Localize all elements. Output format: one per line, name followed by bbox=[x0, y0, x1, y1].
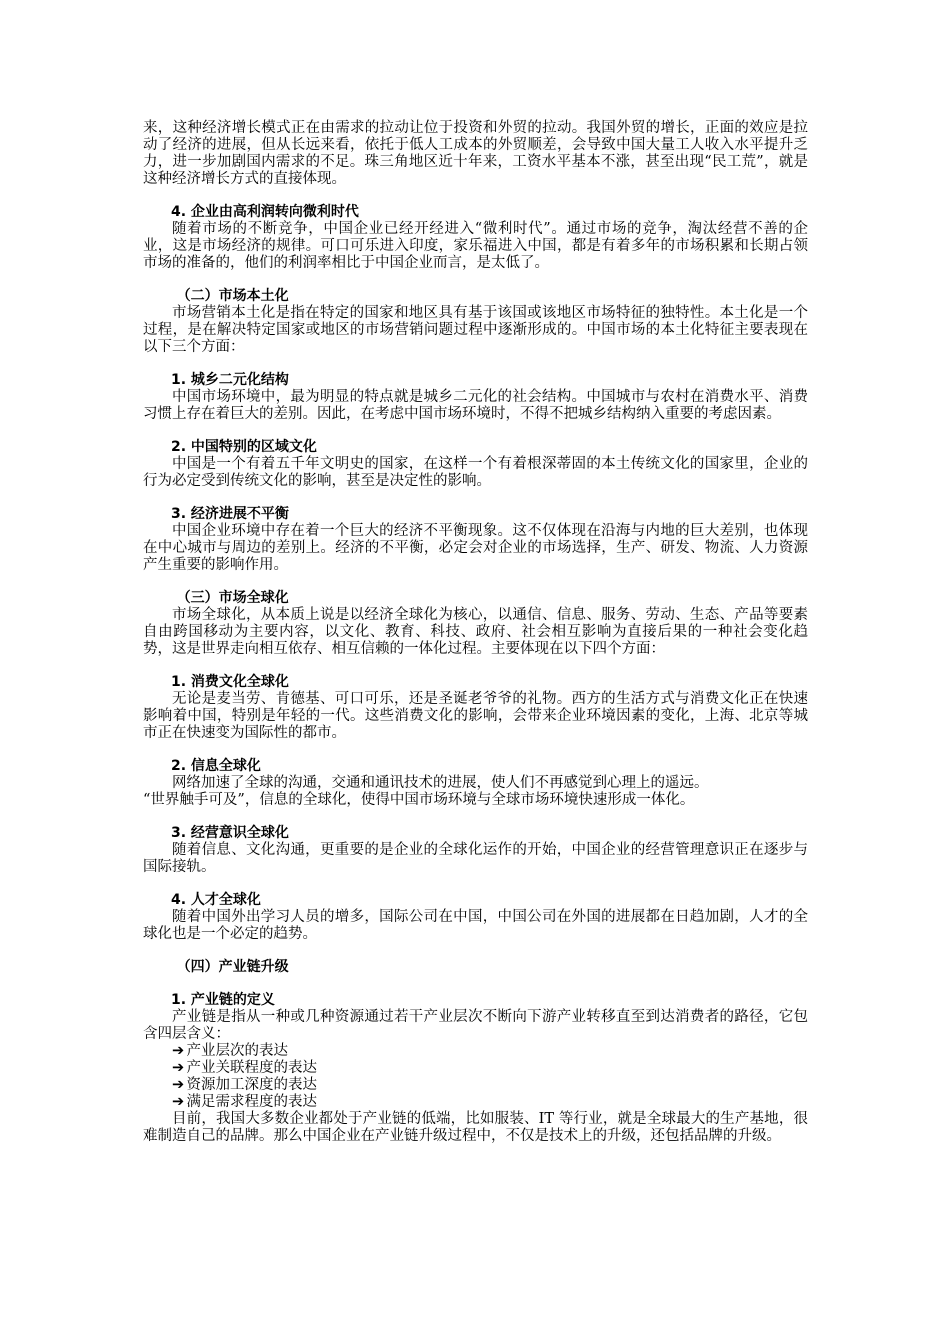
heading-rencai: 4. 人才全球化 bbox=[171, 892, 261, 908]
paragraph-xinxi-2: “世界触手可及”，信息的全球化，使得中国市场环境与全球市场环境快速形成一体化。 bbox=[143, 792, 695, 808]
paragraph-xiaofei: 无论是麦当劳、肯德基、可口可乐，还是圣诞老爷爷的礼物。西方的生活方式与消费文化正在快速影响着中国，特别是年轻的一代。这些消费文化的影响，会带来企业环境因素的变化，上海、北京等城市正在快速变为国际性的都市。 bbox=[143, 691, 808, 741]
weili-section bbox=[143, 204, 808, 272]
xinxi-section bbox=[143, 758, 808, 809]
heading-xinxi: 2. 信息全球化 bbox=[171, 758, 261, 774]
paragraph-pingheng: 中国企业环境中存在着一个巨大的经济不平衡现象。这不仅体现在沿海与内地的巨大差别，也体现在中心城市与周边的差别上。经济的不平衡，必定会对企业的市场选择，生产、研发、物流、人力资源产生重要的影响作用。 bbox=[143, 523, 808, 573]
heading-pingheng: 3. 经济进展不平衡 bbox=[171, 506, 289, 522]
paragraph-rencai: 随着中国外出学习人员的增多，国际公司在中国，中国公司在外国的进展都在日趋加剧，人才的全球化也是一个必定的趋势。 bbox=[143, 909, 808, 942]
list-item: ➔ 产业关联程度的表达 bbox=[172, 1060, 317, 1076]
arrow-right-icon: ➔ bbox=[172, 1043, 185, 1059]
list-item: ➔ 资源加工深度的表达 bbox=[172, 1077, 317, 1093]
chengxiang-section bbox=[143, 372, 808, 423]
paragraph-quyu: 中国是一个有着五千年文明史的国家，在这样一个有着根深蒂固的本土传统文化的国家里，企业的行为必定受到传统文化的影响，甚至是决定性的影响。 bbox=[143, 456, 808, 489]
heading-quyu: 2. 中国特别的区域文化 bbox=[171, 439, 317, 455]
heading-bentu: （二）市场本土化 bbox=[176, 288, 289, 304]
heading-chanye: （四）产业链升级 bbox=[176, 959, 289, 975]
heading-jingying: 3. 经营意识全球化 bbox=[171, 825, 289, 841]
chanye-section bbox=[143, 959, 808, 976]
quanqiu-section bbox=[143, 590, 808, 658]
paragraph-chengxiang: 中国市场环境中，最为明显的特点就是城乡二元化的社会结构。中国城市与农村在消费水平、消费习惯上存在着巨大的差别。因此，在考虑中国市场环境时，不得不把城乡结构纳入重要的考虑因素。 bbox=[143, 389, 808, 422]
quyu-section bbox=[143, 439, 808, 490]
heading-quanqiu: （三）市场全球化 bbox=[176, 590, 289, 606]
paragraph-xinxi-1: 网络加速了全球的沟通，交通和通讯技术的进展，使人们不再感觉到心理上的遥远。 bbox=[172, 775, 709, 791]
rencai-section bbox=[143, 892, 808, 943]
arrow-right-icon: ➔ bbox=[172, 1077, 185, 1093]
intro-block bbox=[143, 120, 808, 188]
heading-xiaofei: 1. 消费文化全球化 bbox=[171, 674, 289, 690]
xiaofei-section bbox=[143, 674, 808, 742]
document-page bbox=[143, 120, 808, 1145]
jingying-section bbox=[143, 825, 808, 876]
paragraph-jingying: 随着信息、文化沟通，更重要的是企业的全球化运作的开始，中国企业的经营管理意识正在逐步与国际接轨。 bbox=[143, 842, 808, 875]
paragraph-dingyi: 产业链是指从一种或几种资源通过若干产业层次不断向下游产业转移直至到达消费者的路径，它包含四层含义： bbox=[143, 1009, 808, 1042]
paragraph-quanqiu: 市场全球化，从本质上说是以经济全球化为核心，以通信、信息、服务、劳动、生态、产品等要素自由跨国移动为主要内容，以文化、教育、科技、政府、社会相互影响为直接后果的一种社会变化趋势，这是世界走向相互依存、相互信赖的一体化过程。主要体现在以下四个方面： bbox=[143, 607, 808, 657]
paragraph-weili: 随着市场的不断竞争，中国企业已经开经进入“微利时代”。通过市场的竞争，淘汰经营不善的企业，这是市场经济的规律。可口可乐进入印度，家乐福进入中国，都是有着多年的市场积累和长期占领市场的准备的，他们的利润率相比于中国企业而言，是太低了。 bbox=[143, 221, 808, 271]
list-item: ➔ 满足需求程度的表达 bbox=[172, 1094, 317, 1110]
intro-paragraph: 来，这种经济增长模式正在由需求的拉动让位于投资和外贸的拉动。我国外贸的增长，正面的效应是拉动了经济的进展，但从长远来看，依托于低人工成本的外贸顺差，会导致中国大量工人收入水平提升乏力，进一步加剧国内需求的不足。珠三角地区近十年来，工资水平基本不涨，甚至出现“民工荒”，就是这种经济增长方式的直接体现。 bbox=[143, 120, 808, 187]
bullet-list bbox=[143, 1043, 808, 1111]
heading-weili: 4. 企业由高利润转向微利时代 bbox=[171, 204, 359, 220]
paragraph-bentu: 市场营销本土化是指在特定的国家和地区具有基于该国或该地区市场特征的独特性。本土化是一个过程，是在解决特定国家或地区的市场营销问题过程中逐渐形成的。中国市场的本土化特征主要表现在以下三个方面： bbox=[143, 305, 808, 355]
paragraph-mubiao: 目前，我国大多数企业都处于产业链的低端，比如服装、IT 等行业，就是全球最大的生产基地，很难制造自己的品牌。那么中国企业在产业链升级过程中，不仅是技术上的升级，还包括品牌的升级。 bbox=[143, 1111, 808, 1144]
arrow-right-icon: ➔ bbox=[172, 1060, 185, 1076]
bentu-section bbox=[143, 288, 808, 356]
heading-dingyi: 1. 产业链的定义 bbox=[171, 992, 275, 1008]
heading-chengxiang: 1. 城乡二元化结构 bbox=[171, 372, 289, 388]
arrow-right-icon: ➔ bbox=[172, 1094, 185, 1110]
pingheng-section bbox=[143, 506, 808, 574]
list-item: ➔ 产业层次的表达 bbox=[172, 1043, 288, 1059]
dingyi-section bbox=[143, 992, 808, 1145]
